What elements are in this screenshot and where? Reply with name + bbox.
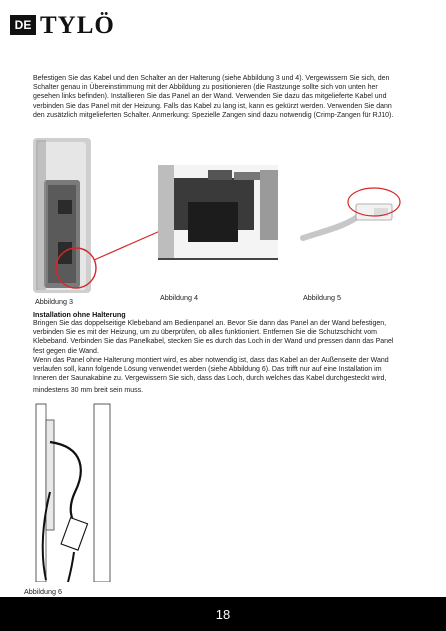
- page-footer: [0, 597, 446, 631]
- intro-line: verbinden Sie das Panel mit der Heizung. Falls das Kabel zu lang ist, kann es gekürzt werden. Verwenden Sie dann: [33, 102, 392, 110]
- section-line: Bringen Sie das doppelseitige Klebeband am Bedienpanel an. Bevor Sie dann das Panel an der Wand befestigen,: [33, 320, 387, 327]
- language-badge: DE: [10, 15, 36, 35]
- section-line: Wenn das Panel ohne Halterung montiert wird, es aber notwendig ist, dass das Kabel an der Außenseite der Wand: [33, 356, 389, 364]
- intro-paragraph: [33, 74, 425, 120]
- section-line: verbinden Sie es mit der Heizung, um zu überprüfen, ob alles funktioniert. Entfernen Sie die Schutzschicht vom: [33, 329, 377, 337]
- figure-4-caption: Abbildung 4: [160, 293, 198, 302]
- intro-line: den zusätzlich mitgelieferten Schalter. Anmerkung: Spezielle Zangen sind dazu notwendig (Crimp-Zangen für RJ10).: [33, 111, 394, 119]
- svg-text:TYLÖ: TYLÖ: [40, 12, 115, 38]
- figure-6-illustration: [36, 404, 110, 582]
- figure-5-caption: Abbildung 5: [303, 293, 341, 302]
- section-heading: Installation ohne Halterung: [33, 310, 126, 319]
- section-body: [33, 319, 428, 396]
- intro-line: gesehen links befinden). Installieren Sie das Panel an der Wand. Verwenden Sie dazu das mitgelieferte Kabel und: [33, 93, 387, 101]
- intro-line: Befestigen Sie das Kabel und den Schalter an der Halterung (siehe Abbildung 3 und 4). Vergewissern Sie sich, den: [33, 75, 390, 82]
- figure-6-caption: Abbildung 6: [24, 587, 62, 596]
- figure-5-illustration: [303, 188, 400, 238]
- figure-3-caption: Abbildung 3: [35, 297, 73, 306]
- section-line: Klebeband. Verbinden Sie das Panelkabel, stecken Sie es durch das Loch in der Wand und pressen dann das Panel: [33, 338, 394, 346]
- section-line: mindestens 30 mm breit sein muss.: [33, 387, 144, 395]
- section-line: Inneren der Saunakabine zu. Vergewissern Sie sich, dass das Loch, durch welches das Kabel durchgesteckt wird,: [33, 375, 387, 383]
- intro-line: Schalter genau in Übereinstimmung mit der Abbildung zu positionieren (die Rastzunge sollte sich von unten her: [33, 84, 378, 92]
- figure-3-illustration: [33, 138, 96, 293]
- figure-row: [28, 130, 418, 300]
- section-line: verlaufen soll, kann folgende Lösung verwendet werden (siehe Abbildung 6). Das trifft nur auf eine Installation im: [33, 366, 382, 374]
- brand-logo: [40, 12, 130, 38]
- page-number: 18: [215, 606, 231, 622]
- section-line: fest gegen die Wand.: [33, 347, 99, 355]
- figure-6: [30, 402, 130, 582]
- figure-4-illustration: [158, 165, 278, 260]
